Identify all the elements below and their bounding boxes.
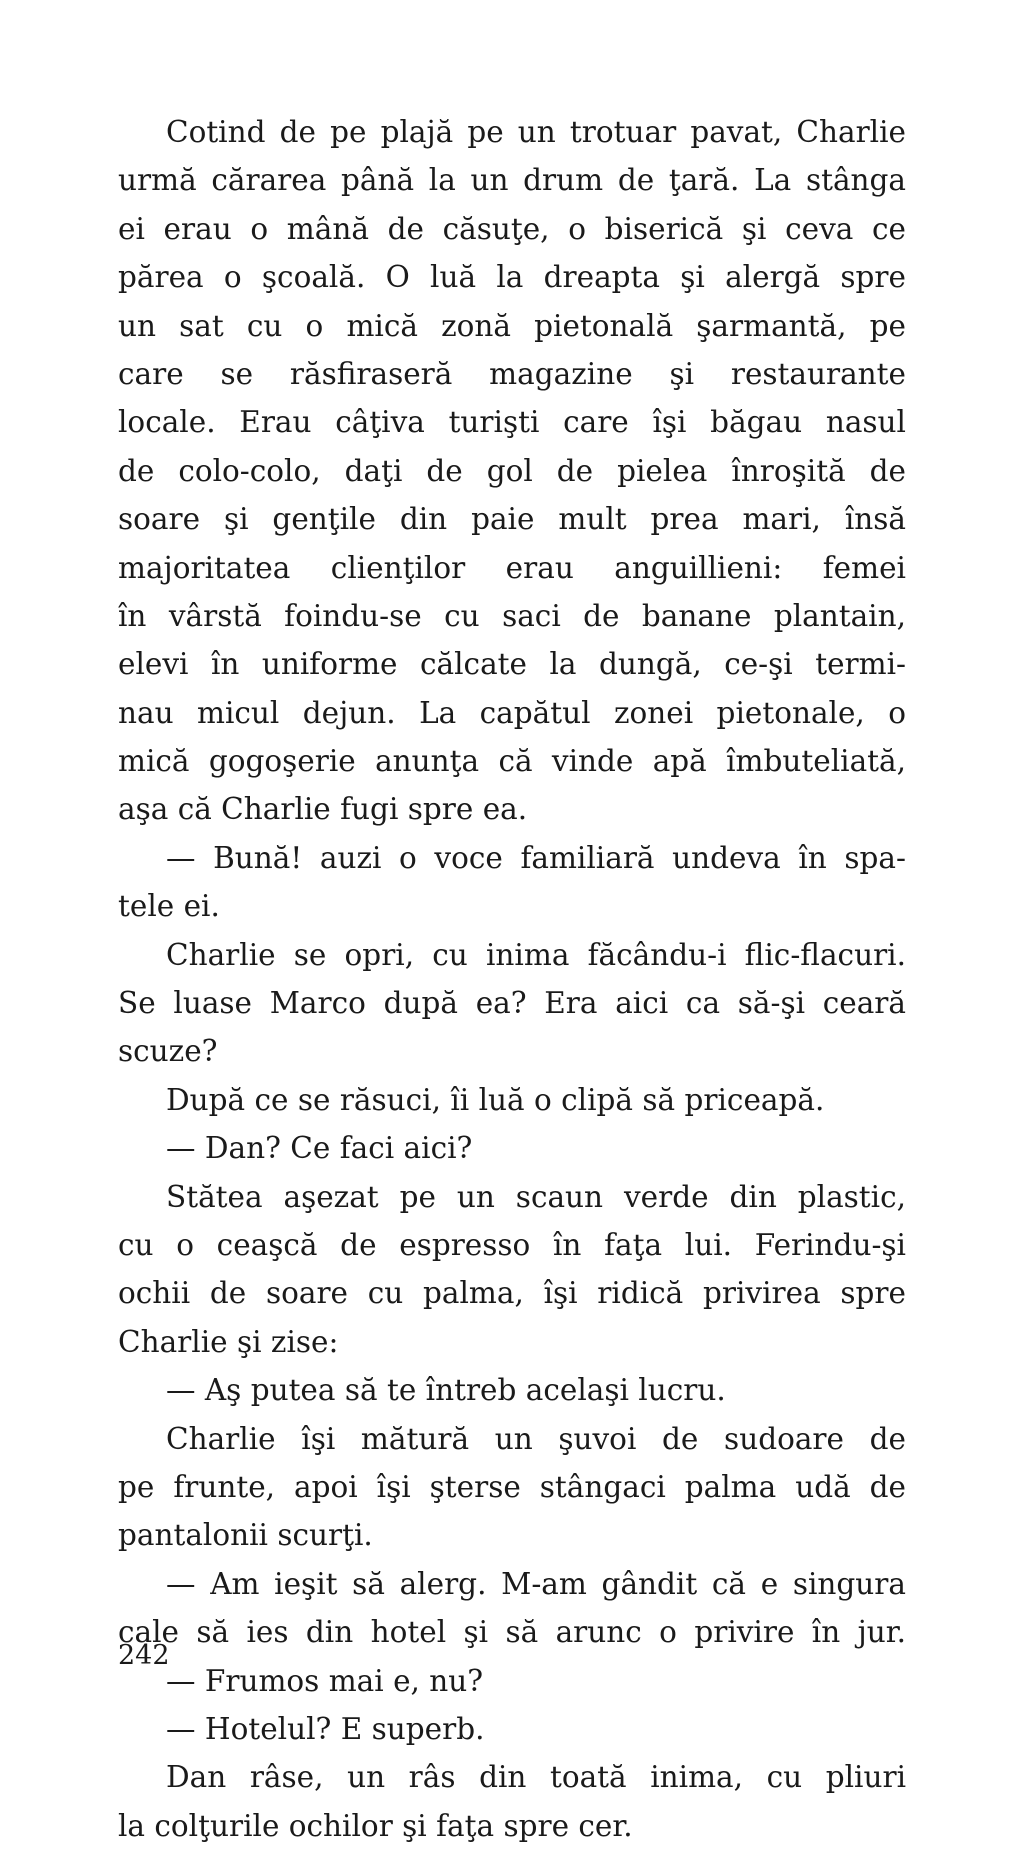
text-line: Se luase Marco după ea? Era aici ca să-şi ceară [118,986,906,1021]
body-text [118,108,906,1850]
dialogue-line: — Aş putea să te întreb acelaşi lucru. [166,1373,726,1408]
text-line: După ce se răsuci, îi luă o clipă să priceapă. [166,1082,825,1117]
text-line: la colţurile ochilor şi faţa spre cer. [118,1808,633,1843]
page-number: 242 [118,1640,170,1671]
dialogue-line: — Dan? Ce faci aici? [166,1131,473,1166]
dialogue-line: — Bună! auzi o voce familiară undeva în spa- [166,840,906,875]
text-line: de colo-colo, daţi de gol de pielea înroşită de [118,453,906,488]
dialogue-line: — Hotelul? E superb. [166,1711,485,1746]
text-line: pantalonii scurţi. [118,1518,373,1553]
text-line: ochii de soare cu palma, îşi ridică privirea spre [118,1276,906,1311]
dialogue-line: — Am ieşit să alerg. M-am gândit că e singura [166,1566,906,1601]
text-line: majoritatea clienţilor erau anguillieni: femei [118,550,906,585]
text-line: Charlie se opri, cu inima făcându-i flic-flacuri. [166,937,906,972]
text-line: Dan râse, un râs din toată inima, cu pliuri [166,1760,906,1795]
text-line: care se răsfiraseră magazine şi restaurante [118,356,906,391]
text-line: tele ei. [118,889,220,924]
text-line: Charlie şi zise: [118,1324,339,1359]
text-line: părea o şcoală. O luă la dreapta şi alergă spre [118,260,906,295]
text-line: mică gogoşerie anunţa că vinde apă îmbuteliată, [118,744,906,779]
text-line: scuze? [118,1034,218,1069]
dialogue-line: — Frumos mai e, nu? [166,1663,484,1698]
text-line: cale să ies din hotel şi să arunc o privire în jur. [118,1615,906,1650]
text-line: elevi în uniforme călcate la dungă, ce-şi termi- [118,647,906,682]
text-line: soare şi genţile din paie mult prea mari, însă [118,502,906,537]
text-line: Cotind de pe plajă pe un trotuar pavat, Charlie [166,115,906,149]
text-line: în vârstă foindu-se cu saci de banane plantain, [118,598,906,633]
text-line: locale. Erau câţiva turişti care îşi băgau nasul [118,405,906,440]
text-line: nau micul dejun. La capătul zonei pietonale, o [118,695,906,730]
text-line: cu o ceaşcă de espresso în faţa lui. Ferindu-şi [118,1227,906,1262]
text-line: aşa că Charlie fugi spre ea. [118,792,528,827]
text-line: urmă cărarea până la un drum de ţară. La stânga [118,163,906,198]
text-line: ei erau o mână de căsuţe, o biserică şi ceva ce [118,211,906,246]
text-line: Stătea aşezat pe un scaun verde din plastic, [166,1179,906,1214]
text-line: un sat cu o mică zonă pietonală şarmantă, pe [118,308,906,343]
text-line: Charlie îşi mătură un şuvoi de sudoare de [166,1421,906,1456]
text-line: pe frunte, apoi îşi şterse stângaci palma udă de [118,1469,906,1504]
